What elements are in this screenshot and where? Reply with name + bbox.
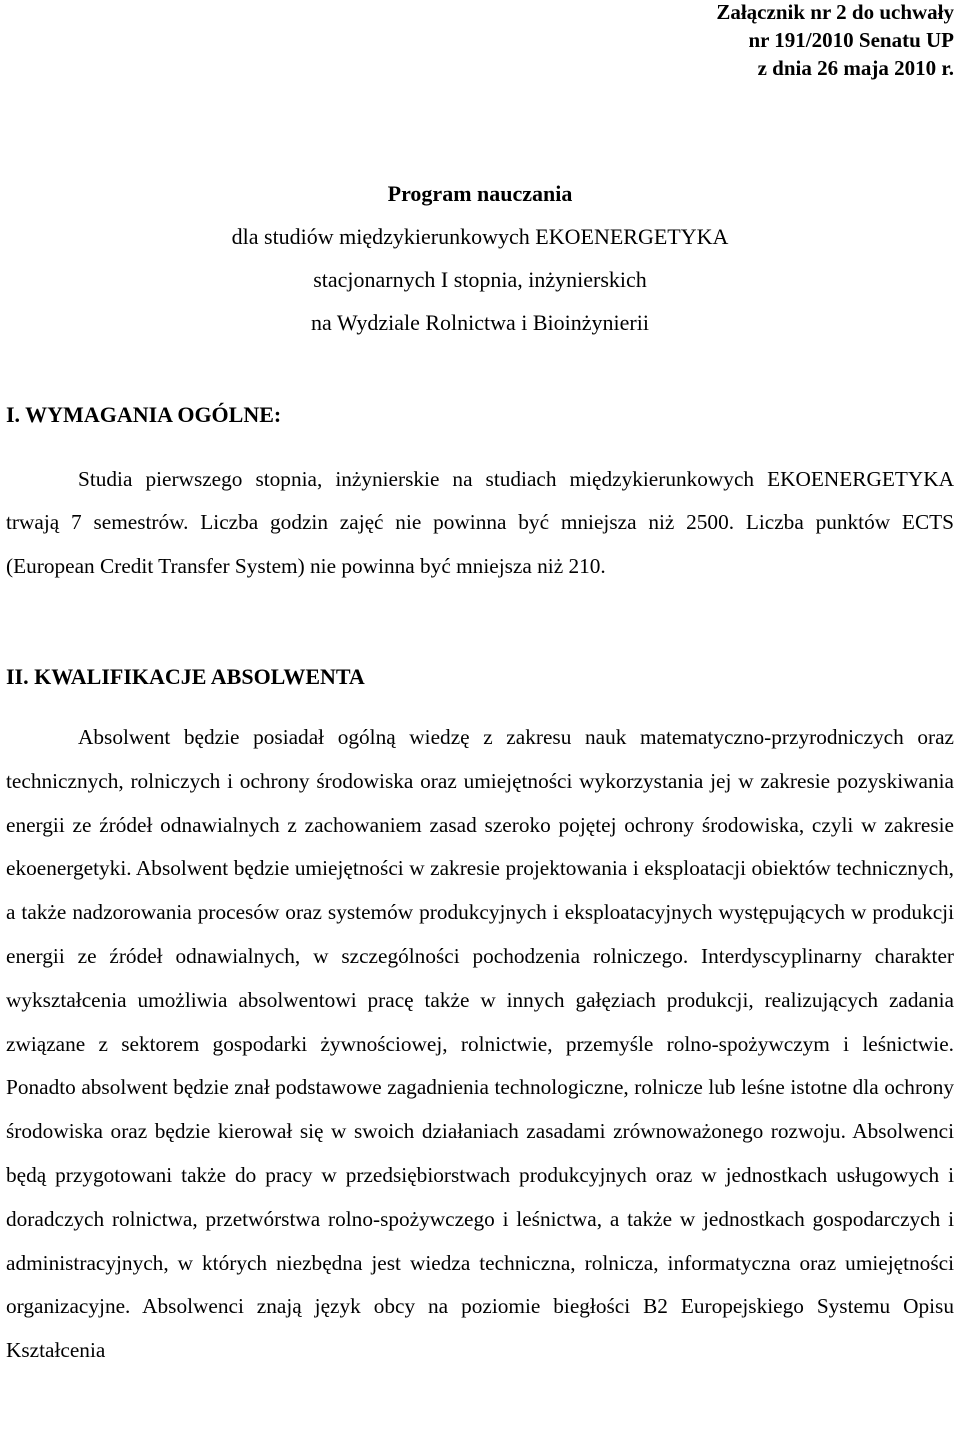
document-title: [0, 172, 960, 344]
attachment-line: Załącznik nr 2 do uchwały: [716, 0, 954, 24]
section-heading-general-requirements: I. WYMAGANIA OGÓLNE:: [6, 402, 282, 427]
title-line: na Wydziale Rolnictwa i Bioinżynierii: [311, 310, 649, 335]
title-line: Program nauczania: [387, 181, 573, 206]
section-heading-graduate-qualifications: II. KWALIFIKACJE ABSOLWENTA: [6, 664, 365, 689]
attachment-line: nr 191/2010 Senatu UP: [748, 28, 954, 52]
title-line: stacjonarnych I stopnia, inżynierskich: [313, 267, 647, 292]
title-line: dla studiów międzykierunkowych EKOENERGETYKA: [231, 224, 729, 249]
section-paragraph-general-requirements: Studia pierwszego stopnia, inżynierskie na studiach międzykierunkowych EKOENERGETYKA trwają 7 semestrów. Liczba godzin zajęć nie powinna być mniejsza niż 2500. Liczba punktów ECTS (European Credit Transfer System) nie powinna być mniejsza niż 210.: [6, 467, 954, 578]
attachment-note: [716, 0, 954, 82]
attachment-line: z dnia 26 maja 2010 r.: [757, 56, 954, 80]
section-paragraph-graduate-qualifications: Absolwent będzie posiadał ogólną wiedzę z zakresu nauk matematyczno-przyrodniczych oraz technicznych, rolniczych i ochrony środowiska oraz umiejętności wykorzystania jej w zakresie pozyskiwania energii ze źródeł odnawialnych z zachowaniem zasad szeroko pojętej ochrony środowiska, czyli w zakresie ekoenergetyki. Absolwent będzie umiejętności w zakresie projektowania i eksploatacji obiektów technicznych, a także nadzorowania procesów oraz systemów produkcyjnych i eksploatacyjnych występujących w produkcji energii ze źródeł odnawialnych, w szczególności pochodzenia rolniczego. Interdyscyplinarny charakter wykształcenia umożliwia absolwentowi pracę także w innych gałęziach produkcji, realizujących zadania związane z sektorem gospodarki żywnościowej, rolnictwie, przemyśle rolno-spożywczym i leśnictwie. Ponadto absolwent będzie znał podstawowe zagadnienia technologiczne, rolnicze lub leśne istotne dla ochrony środowiska oraz będzie kierował się w swoich działaniach zasadami zrównoważonego rozwoju. Absolwenci będą przygotowani także do pracy w przedsiębiorstwach produkcyjnych oraz w jednostkach usługowych i doradczych rolnictwa, przetwórstwa rolno-spożywczego i leśnictwa, a także w jednostkach gospodarczych i administracyjnych, w których niezbędna jest wiedza techniczna, rolnicza, informatyczna oraz umiejętności organizacyjne. Absolwenci znają język obcy na poziomie biegłości B2 Europejskiego Systemu Opisu Kształcenia: [6, 725, 954, 1363]
